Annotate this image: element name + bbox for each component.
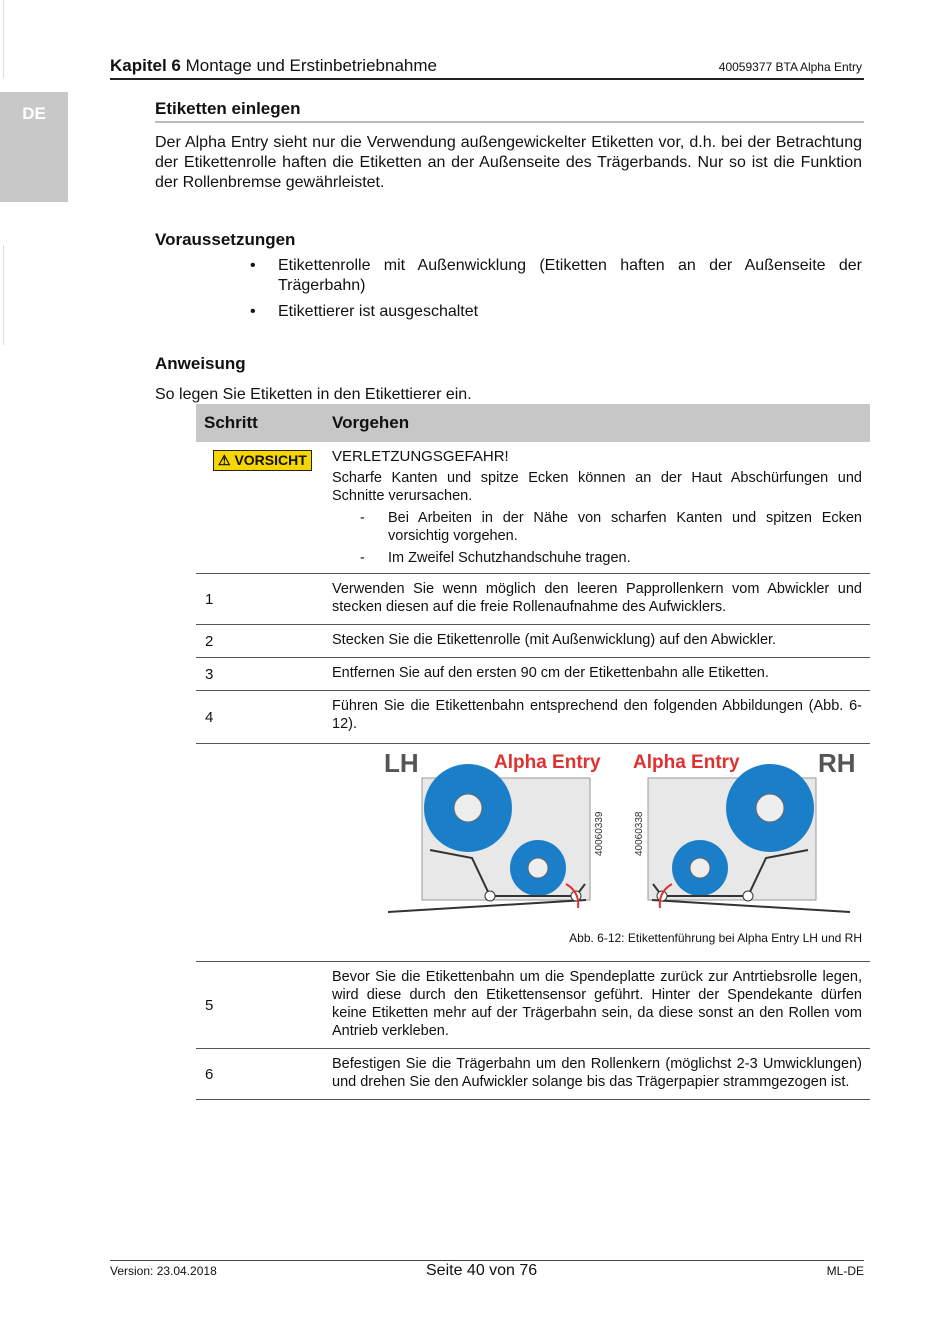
step-number: 5 [196,962,324,1049]
rh-part-code: 40060338 [634,811,645,856]
step-text: Entfernen Sie auf den ersten 90 cm der Etikettenbahn alle Etiketten. [324,658,870,691]
footer-version: Version: 23.04.2018 [110,1264,217,1278]
document-id: 40059377 BTA Alpha Entry [718,60,862,74]
step-text: Verwenden Sie wenn möglich den leeren Papprollenkern vom Abwickler und stecken diesen auf die freie Rollenaufnahme des Aufwicklers. [324,574,870,625]
rh-dispensing-plate [652,900,850,912]
warning-badge-cell [196,442,324,574]
warning-heading: VERLETZUNGSGEFAHR! [332,448,509,465]
warning-measure: - Bei Arbeiten in der Nähe von scharfen Kanten und spitzen Ecken vorsichtig vorgehen. [332,509,862,545]
col-step-header: Schritt [196,404,324,442]
lh-rewinder-hub [528,858,548,878]
section-title: Etiketten einlegen [155,99,301,118]
figure-cell [324,744,870,962]
step-number: 4 [196,691,324,744]
language-tab-label: DE [22,104,46,123]
warning-measure: - Im Zweifel Schutzhandschuhe tragen. [332,549,862,567]
page-header [110,56,864,80]
language-tab [0,92,68,202]
table-row [196,625,870,658]
step-number: 2 [196,625,324,658]
table-row [196,962,870,1049]
rh-side-label: RH [818,748,856,778]
rh-roller [743,891,753,901]
table-header-row [196,404,870,442]
col-action-header: Vorgehen [324,404,870,442]
lh-dispensing-plate [388,900,586,912]
table-row [196,1049,870,1100]
prereq-item: • Etikettenrolle mit Außenwicklung (Etiketten haften an der Außenseite der Trägerbahn) [250,256,862,296]
footer-page-number: Seite 40 von 76 [426,1262,538,1279]
rh-model-title: Alpha Entry [633,752,740,773]
instruction-title: Anweisung [155,354,246,373]
prereq-title: Voraussetzungen [155,230,296,249]
table-row [196,691,870,744]
section-intro: Der Alpha Entry sieht nur die Verwendung außengewickelter Etiketten vor, d.h. bei der Betrachtung der Etikettenrolle haften die Etiketten an der Außenseite des Trägerbands. Nur so ist die Funktion der Rollenbremse gewährleistet. [155,134,862,191]
table-row [196,658,870,691]
step-number: 3 [196,658,324,691]
warning-text: Scharfe Kanten und spitze Ecken können an der Haut Abschürfungen und Schnitte verursachen. [332,470,862,504]
lh-roller [485,891,495,901]
step-text: Befestigen Sie die Trägerbahn um den Rollenkern (möglichst 2-3 Umwicklungen) und drehen Sie den Aufwickler solange bis das Trägerpapier strammgezogen ist. [324,1049,870,1100]
footer-rule [110,1260,864,1261]
warning-icon: ⚠ [218,452,231,468]
page-edge-line [3,245,4,345]
rh-rewinder-hub [690,858,710,878]
figure-caption: Abb. 6-12: Etikettenführung bei Alpha Entry LH und RH [569,931,862,945]
step-text: Führen Sie die Etikettenbahn entsprechend den folgenden Abbildungen (Abb. 6-12). [324,691,870,744]
page-edge-line [3,0,4,78]
prereq-list [250,256,862,328]
figure-empty-cell [196,744,324,962]
steps-table [196,404,870,1100]
step-number: 1 [196,574,324,625]
instruction-lead: So legen Sie Etiketten in den Etikettierer ein. [155,386,472,403]
warning-badge [213,450,312,471]
chapter-heading [110,56,437,76]
table-row [196,574,870,625]
warning-row [196,442,870,574]
prereq-item: • Etikettierer ist ausgeschaltet [250,302,862,322]
section-rule [155,121,864,123]
warning-badge-label: VORSICHT [234,452,307,468]
footer-language: ML-DE [826,1264,864,1278]
lh-side-label: LH [384,748,419,778]
label-path-figure [380,746,860,926]
lh-model-title: Alpha Entry [494,752,601,773]
rh-unwinder-hub [756,794,784,822]
step-text: Stecken Sie die Etikettenrolle (mit Außenwicklung) auf den Abwickler. [324,625,870,658]
chapter-label: Kapitel 6 [110,56,181,75]
figure-row [196,744,870,962]
lh-unwinder-hub [454,794,482,822]
step-text: Bevor Sie die Etikettenbahn um die Spendeplatte zurück zur Antrtiebsrolle legen, wird diese durch den Etikettensensor geführt. Hinter der Spendekante dürfen keine Etiketten mehr auf der Trägerbahn sein, da diese sonst an den Rollen vom Antrieb verkleben. [324,962,870,1049]
step-number: 6 [196,1049,324,1100]
chapter-title: Montage und Erstinbetriebnahme [185,56,437,75]
lh-part-code: 40060339 [594,811,605,856]
warning-text-cell [324,442,870,574]
